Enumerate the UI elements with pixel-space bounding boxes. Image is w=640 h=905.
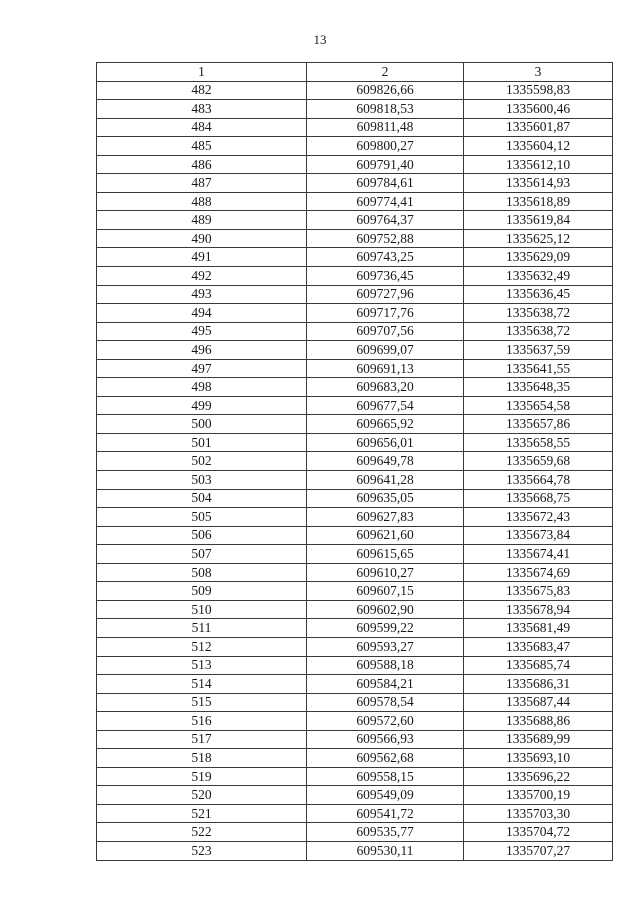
table-row <box>97 378 613 397</box>
y-coordinate-cell: 1335604,12 <box>464 137 613 156</box>
point-number-cell: 522 <box>97 823 307 842</box>
table-row <box>97 285 613 304</box>
y-coordinate-cell: 1335612,10 <box>464 155 613 174</box>
table-row <box>97 675 613 694</box>
table-row <box>97 118 613 137</box>
x-coordinate-cell: 609743,25 <box>307 248 464 267</box>
y-coordinate-cell: 1335658,55 <box>464 433 613 452</box>
y-coordinate-cell: 1335598,83 <box>464 81 613 100</box>
y-coordinate-cell: 1335668,75 <box>464 489 613 508</box>
point-number-cell: 500 <box>97 415 307 434</box>
y-coordinate-cell: 1335696,22 <box>464 767 613 786</box>
table-row <box>97 508 613 527</box>
y-coordinate-cell: 1335681,49 <box>464 619 613 638</box>
y-coordinate-cell: 1335648,35 <box>464 378 613 397</box>
x-coordinate-cell: 609641,28 <box>307 471 464 490</box>
point-number-cell: 491 <box>97 248 307 267</box>
point-number-cell: 511 <box>97 619 307 638</box>
y-coordinate-cell: 1335636,45 <box>464 285 613 304</box>
point-number-cell: 484 <box>97 118 307 137</box>
y-coordinate-cell: 1335619,84 <box>464 211 613 230</box>
x-coordinate-cell: 609818,53 <box>307 100 464 119</box>
point-number-cell: 497 <box>97 359 307 378</box>
x-coordinate-cell: 609607,15 <box>307 582 464 601</box>
point-number-cell: 523 <box>97 841 307 860</box>
y-coordinate-cell: 1335664,78 <box>464 471 613 490</box>
point-number-cell: 490 <box>97 229 307 248</box>
x-coordinate-cell: 609584,21 <box>307 675 464 694</box>
x-coordinate-cell: 609610,27 <box>307 563 464 582</box>
point-number-cell: 501 <box>97 433 307 452</box>
point-number-cell: 512 <box>97 637 307 656</box>
point-number-cell: 489 <box>97 211 307 230</box>
y-coordinate-cell: 1335632,49 <box>464 267 613 286</box>
x-coordinate-cell: 609791,40 <box>307 155 464 174</box>
y-coordinate-cell: 1335703,30 <box>464 804 613 823</box>
table-row <box>97 767 613 786</box>
y-coordinate-cell: 1335638,72 <box>464 304 613 323</box>
y-coordinate-cell: 1335685,74 <box>464 656 613 675</box>
y-coordinate-cell: 1335601,87 <box>464 118 613 137</box>
y-coordinate-cell: 1335657,86 <box>464 415 613 434</box>
x-coordinate-cell: 609621,60 <box>307 526 464 545</box>
table-row <box>97 526 613 545</box>
point-number-cell: 504 <box>97 489 307 508</box>
point-number-cell: 508 <box>97 563 307 582</box>
table-row <box>97 656 613 675</box>
table-row <box>97 415 613 434</box>
table-row <box>97 174 613 193</box>
x-coordinate-cell: 609784,61 <box>307 174 464 193</box>
x-coordinate-cell: 609826,66 <box>307 81 464 100</box>
point-number-cell: 494 <box>97 304 307 323</box>
x-coordinate-cell: 609707,56 <box>307 322 464 341</box>
point-number-cell: 487 <box>97 174 307 193</box>
x-coordinate-cell: 609727,96 <box>307 285 464 304</box>
x-coordinate-cell: 609588,18 <box>307 656 464 675</box>
table-row <box>97 786 613 805</box>
x-coordinate-cell: 609691,13 <box>307 359 464 378</box>
point-number-cell: 492 <box>97 267 307 286</box>
y-coordinate-cell: 1335689,99 <box>464 730 613 749</box>
x-coordinate-cell: 609774,41 <box>307 192 464 211</box>
point-number-cell: 507 <box>97 545 307 564</box>
point-number-cell: 515 <box>97 693 307 712</box>
table-row <box>97 137 613 156</box>
table-row <box>97 341 613 360</box>
x-coordinate-cell: 609566,93 <box>307 730 464 749</box>
x-coordinate-cell: 609549,09 <box>307 786 464 805</box>
x-coordinate-cell: 609572,60 <box>307 712 464 731</box>
point-number-cell: 506 <box>97 526 307 545</box>
y-coordinate-cell: 1335600,46 <box>464 100 613 119</box>
table-row <box>97 637 613 656</box>
table-row <box>97 804 613 823</box>
y-coordinate-cell: 1335618,89 <box>464 192 613 211</box>
x-coordinate-cell: 609627,83 <box>307 508 464 527</box>
x-coordinate-cell: 609558,15 <box>307 767 464 786</box>
point-number-cell: 519 <box>97 767 307 786</box>
table-row <box>97 563 613 582</box>
table-row <box>97 619 613 638</box>
point-number-cell: 498 <box>97 378 307 397</box>
y-coordinate-cell: 1335704,72 <box>464 823 613 842</box>
x-coordinate-cell: 609811,48 <box>307 118 464 137</box>
x-coordinate-cell: 609530,11 <box>307 841 464 860</box>
y-coordinate-cell: 1335700,19 <box>464 786 613 805</box>
table-row <box>97 100 613 119</box>
y-coordinate-cell: 1335629,09 <box>464 248 613 267</box>
table-row <box>97 267 613 286</box>
x-coordinate-cell: 609635,05 <box>307 489 464 508</box>
x-coordinate-cell: 609677,54 <box>307 396 464 415</box>
table-row <box>97 433 613 452</box>
y-coordinate-cell: 1335641,55 <box>464 359 613 378</box>
table-row <box>97 841 613 860</box>
point-number-cell: 502 <box>97 452 307 471</box>
y-coordinate-cell: 1335683,47 <box>464 637 613 656</box>
column-header-y: 3 <box>464 63 613 82</box>
point-number-cell: 518 <box>97 749 307 768</box>
point-number-cell: 503 <box>97 471 307 490</box>
x-coordinate-cell: 609752,88 <box>307 229 464 248</box>
x-coordinate-cell: 609683,20 <box>307 378 464 397</box>
y-coordinate-cell: 1335638,72 <box>464 322 613 341</box>
point-number-cell: 514 <box>97 675 307 694</box>
point-number-cell: 517 <box>97 730 307 749</box>
table-body <box>97 81 613 860</box>
x-coordinate-cell: 609665,92 <box>307 415 464 434</box>
y-coordinate-cell: 1335707,27 <box>464 841 613 860</box>
page-number: 13 <box>313 32 327 47</box>
y-coordinate-cell: 1335687,44 <box>464 693 613 712</box>
x-coordinate-cell: 609699,07 <box>307 341 464 360</box>
point-number-cell: 482 <box>97 81 307 100</box>
table-row <box>97 600 613 619</box>
table-row <box>97 304 613 323</box>
point-number-cell: 499 <box>97 396 307 415</box>
x-coordinate-cell: 609717,76 <box>307 304 464 323</box>
x-coordinate-cell: 609736,45 <box>307 267 464 286</box>
table-row <box>97 712 613 731</box>
table-row <box>97 359 613 378</box>
x-coordinate-cell: 609615,65 <box>307 545 464 564</box>
x-coordinate-cell: 609562,68 <box>307 749 464 768</box>
y-coordinate-cell: 1335654,58 <box>464 396 613 415</box>
point-number-cell: 516 <box>97 712 307 731</box>
x-coordinate-cell: 609593,27 <box>307 637 464 656</box>
x-coordinate-cell: 609764,37 <box>307 211 464 230</box>
table-header-row <box>97 63 613 82</box>
x-coordinate-cell: 609599,22 <box>307 619 464 638</box>
y-coordinate-cell: 1335678,94 <box>464 600 613 619</box>
point-number-cell: 513 <box>97 656 307 675</box>
coordinates-table <box>96 62 613 861</box>
x-coordinate-cell: 609535,77 <box>307 823 464 842</box>
table-row <box>97 81 613 100</box>
table-row <box>97 823 613 842</box>
point-number-cell: 495 <box>97 322 307 341</box>
y-coordinate-cell: 1335674,69 <box>464 563 613 582</box>
point-number-cell: 505 <box>97 508 307 527</box>
y-coordinate-cell: 1335672,43 <box>464 508 613 527</box>
x-coordinate-cell: 609656,01 <box>307 433 464 452</box>
y-coordinate-cell: 1335673,84 <box>464 526 613 545</box>
table-row <box>97 396 613 415</box>
x-coordinate-cell: 609602,90 <box>307 600 464 619</box>
table-row <box>97 192 613 211</box>
table-row <box>97 489 613 508</box>
table-row <box>97 211 613 230</box>
x-coordinate-cell: 609649,78 <box>307 452 464 471</box>
table-row <box>97 322 613 341</box>
y-coordinate-cell: 1335659,68 <box>464 452 613 471</box>
point-number-cell: 496 <box>97 341 307 360</box>
y-coordinate-cell: 1335614,93 <box>464 174 613 193</box>
x-coordinate-cell: 609541,72 <box>307 804 464 823</box>
point-number-cell: 510 <box>97 600 307 619</box>
point-number-cell: 520 <box>97 786 307 805</box>
y-coordinate-cell: 1335675,83 <box>464 582 613 601</box>
table-row <box>97 155 613 174</box>
y-coordinate-cell: 1335637,59 <box>464 341 613 360</box>
y-coordinate-cell: 1335625,12 <box>464 229 613 248</box>
point-number-cell: 493 <box>97 285 307 304</box>
table-row <box>97 471 613 490</box>
point-number-cell: 521 <box>97 804 307 823</box>
point-number-cell: 486 <box>97 155 307 174</box>
table-row <box>97 582 613 601</box>
point-number-cell: 483 <box>97 100 307 119</box>
x-coordinate-cell: 609578,54 <box>307 693 464 712</box>
table-row <box>97 452 613 471</box>
table-row <box>97 730 613 749</box>
point-number-cell: 485 <box>97 137 307 156</box>
table-row <box>97 693 613 712</box>
table-row <box>97 248 613 267</box>
y-coordinate-cell: 1335686,31 <box>464 675 613 694</box>
table-row <box>97 749 613 768</box>
table-row <box>97 229 613 248</box>
y-coordinate-cell: 1335674,41 <box>464 545 613 564</box>
y-coordinate-cell: 1335688,86 <box>464 712 613 731</box>
column-header-point: 1 <box>97 63 307 82</box>
y-coordinate-cell: 1335693,10 <box>464 749 613 768</box>
point-number-cell: 509 <box>97 582 307 601</box>
table-row <box>97 545 613 564</box>
point-number-cell: 488 <box>97 192 307 211</box>
x-coordinate-cell: 609800,27 <box>307 137 464 156</box>
column-header-x: 2 <box>307 63 464 82</box>
